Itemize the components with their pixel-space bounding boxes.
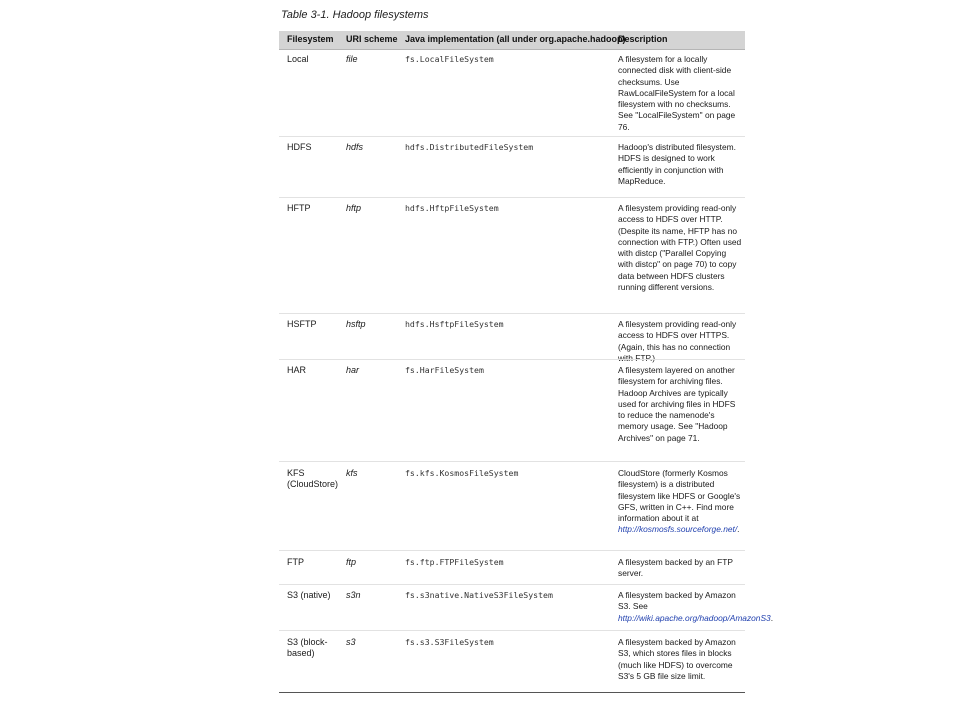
row-divider xyxy=(279,359,745,360)
header-uri-scheme: URI scheme xyxy=(346,34,398,44)
filesystem-name: Local xyxy=(287,54,309,64)
java-implementation: fs.ftp.FTPFileSystem xyxy=(405,557,504,567)
description xyxy=(618,468,742,536)
description: A filesystem layered on another filesystem for archiving files. Hadoop Archives are typically used for archiving files in HDFS to reduce the namenode's memory usage. See "Hadoop Archives" on page 71. xyxy=(618,365,736,443)
uri-scheme: har xyxy=(346,365,360,375)
table-header xyxy=(279,31,745,50)
filesystem-name: S3 (block-based) xyxy=(287,637,328,659)
table-caption: Table 3-1. Hadoop filesystems xyxy=(281,9,429,21)
description: A filesystem providing read-only access to HDFS over HTTP. (Despite its name, HFTP has no connection with FTP.) Often used with distcp ("Parallel Copying with distcp" on page 70) to copy data between HDFS clusters running different versions. xyxy=(618,203,742,293)
filesystem-name: KFS (CloudStore) xyxy=(287,468,339,490)
filesystem-name: HSFTP xyxy=(287,319,317,329)
row-divider xyxy=(279,461,745,462)
uri-scheme: s3 xyxy=(346,637,356,647)
header-java-implementation: Java implementation (all under org.apache.hadoop) xyxy=(405,34,626,44)
kosmosfs-link[interactable]: http://kosmosfs.sourceforge.net/ xyxy=(618,524,738,535)
hadoop-s3-wiki-link[interactable]: http://wiki.apache.org/hadoop/AmazonS3 xyxy=(618,612,771,623)
uri-scheme: ftp xyxy=(346,557,357,567)
java-implementation: hdfs.HftpFileSystem xyxy=(405,203,499,213)
row-divider xyxy=(279,197,745,198)
java-implementation: fs.LocalFileSystem xyxy=(405,54,494,64)
row-divider xyxy=(279,630,745,631)
filesystem-name: HFTP xyxy=(287,203,311,213)
java-implementation: hdfs.DistributedFileSystem xyxy=(405,142,534,152)
filesystem-name: HAR xyxy=(287,365,307,375)
description: A filesystem backed by an FTP server. xyxy=(618,557,733,579)
java-implementation: hdfs.HsftpFileSystem xyxy=(405,319,504,329)
filesystem-name: FTP xyxy=(287,557,304,567)
row-divider xyxy=(279,136,745,137)
description-text: A filesystem backed by Amazon S3. See xyxy=(618,590,736,612)
description-end: . xyxy=(737,524,740,535)
header-description: Description xyxy=(618,34,668,44)
filesystem-name: HDFS xyxy=(287,142,312,152)
uri-scheme: hftp xyxy=(346,203,362,213)
uri-scheme: kfs xyxy=(346,468,358,478)
uri-scheme: s3n xyxy=(346,590,361,600)
table-bottom-rule xyxy=(279,692,745,693)
filesystem-name: S3 (native) xyxy=(287,590,331,600)
description-text: CloudStore (formerly Kosmos filesystem) is a distributed filesystem like HDFS or Google's GFS, written in C++. Find more information about it at xyxy=(618,468,741,524)
description: A filesystem providing read-only access to HDFS over HTTPS. (Again, this has no connection with FTP.) xyxy=(618,319,737,363)
java-implementation: fs.s3.S3FileSystem xyxy=(405,637,494,647)
description: A filesystem backed by Amazon S3, which stores files in blocks (much like HDFS) to overcome S3's 5 GB file size limit. xyxy=(618,637,736,681)
row-divider xyxy=(279,584,745,585)
uri-scheme: hsftp xyxy=(346,319,366,329)
header-filesystem: Filesystem xyxy=(287,34,334,44)
description: Hadoop's distributed filesystem. HDFS is designed to work efficiently in conjunction with MapReduce. xyxy=(618,142,736,186)
uri-scheme: file xyxy=(346,54,358,64)
row-divider xyxy=(279,550,745,551)
uri-scheme: hdfs xyxy=(346,142,364,152)
description: A filesystem for a locally connected disk with client-side checksums. Use RawLocalFileSystem for a local filesystem with no checksums. See "LocalFileSystem" on page 76. xyxy=(618,54,736,132)
java-implementation: fs.HarFileSystem xyxy=(405,365,484,375)
document-page xyxy=(279,0,774,720)
row-divider xyxy=(279,313,745,314)
java-implementation: fs.s3native.NativeS3FileSystem xyxy=(405,590,553,600)
description-end: . xyxy=(770,612,774,623)
java-implementation: fs.kfs.KosmosFileSystem xyxy=(405,468,519,478)
description xyxy=(618,590,774,624)
